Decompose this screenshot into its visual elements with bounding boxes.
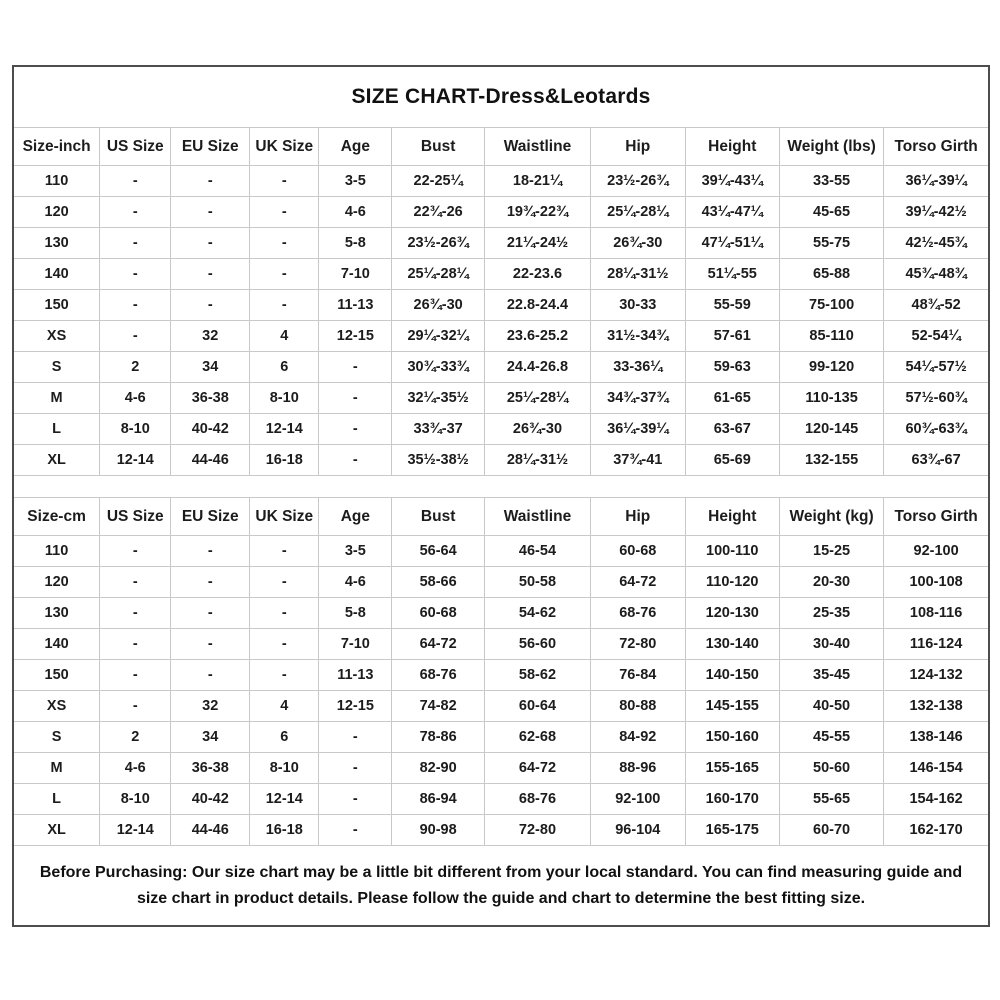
table-row [14, 259, 988, 290]
value-cell: 56-60 [484, 629, 590, 660]
value-cell: 120-145 [779, 414, 883, 445]
value-cell: 63-67 [685, 414, 779, 445]
value-cell: 62-68 [484, 722, 590, 753]
value-cell: 154-162 [884, 784, 988, 815]
value-cell: 28¼-31½ [484, 445, 590, 476]
value-cell: 76-84 [591, 660, 685, 691]
size-label-cell: XL [14, 815, 100, 846]
table-row [14, 598, 988, 629]
table-row [14, 567, 988, 598]
value-cell: 64-72 [484, 753, 590, 784]
value-cell: - [250, 166, 319, 197]
size-label-cell: 120 [14, 197, 100, 228]
size-label-cell: XS [14, 691, 100, 722]
value-cell: 110-135 [779, 383, 883, 414]
value-cell: - [100, 259, 171, 290]
column-header: Hip [591, 498, 685, 536]
value-cell: 22-25¼ [392, 166, 485, 197]
value-cell: - [100, 598, 171, 629]
table-row [14, 784, 988, 815]
value-cell: 25-35 [779, 598, 883, 629]
value-cell: 74-82 [392, 691, 485, 722]
value-cell: 85-110 [779, 321, 883, 352]
value-cell: 20-30 [779, 567, 883, 598]
value-cell: 3-5 [319, 166, 392, 197]
value-cell: 165-175 [685, 815, 779, 846]
value-cell: 11-13 [319, 660, 392, 691]
table-row [14, 660, 988, 691]
column-header: US Size [100, 498, 171, 536]
value-cell: 25¼-28¼ [484, 383, 590, 414]
column-header: EU Size [171, 128, 250, 166]
value-cell: 30-40 [779, 629, 883, 660]
table-row [14, 536, 988, 567]
value-cell: - [100, 290, 171, 321]
value-cell: - [250, 228, 319, 259]
value-cell: 138-146 [884, 722, 988, 753]
value-cell: 30¾-33¾ [392, 352, 485, 383]
value-cell: 26¾-30 [591, 228, 685, 259]
value-cell: 23½-26¾ [392, 228, 485, 259]
size-chart-sheet [12, 65, 990, 927]
value-cell: 86-94 [392, 784, 485, 815]
value-cell: 12-14 [100, 815, 171, 846]
column-header: Height [685, 498, 779, 536]
value-cell: - [100, 166, 171, 197]
value-cell: 72-80 [484, 815, 590, 846]
value-cell: 3-5 [319, 536, 392, 567]
value-cell: 40-50 [779, 691, 883, 722]
column-header: Size-inch [14, 128, 100, 166]
value-cell: 43¼-47¼ [685, 197, 779, 228]
value-cell: - [100, 321, 171, 352]
value-cell: 7-10 [319, 259, 392, 290]
value-cell: 59-63 [685, 352, 779, 383]
value-cell: 34 [171, 352, 250, 383]
value-cell: 110-120 [685, 567, 779, 598]
value-cell: 12-14 [250, 414, 319, 445]
value-cell: - [250, 598, 319, 629]
size-label-cell: S [14, 722, 100, 753]
value-cell: 2 [100, 722, 171, 753]
value-cell: 22.8-24.4 [484, 290, 590, 321]
value-cell: - [100, 629, 171, 660]
value-cell: 4-6 [319, 567, 392, 598]
size-label-cell: XS [14, 321, 100, 352]
value-cell: - [100, 567, 171, 598]
page-title: SIZE CHART-Dress&Leotards [351, 85, 651, 108]
value-cell: - [250, 290, 319, 321]
size-label-cell: 110 [14, 536, 100, 567]
value-cell: - [250, 567, 319, 598]
value-cell: - [100, 691, 171, 722]
size-label-cell: 110 [14, 166, 100, 197]
value-cell: 162-170 [884, 815, 988, 846]
table-row [14, 753, 988, 784]
value-cell: 60-68 [392, 598, 485, 629]
value-cell: 25¼-28¼ [591, 197, 685, 228]
value-cell: 116-124 [884, 629, 988, 660]
column-header: Torso Girth [884, 498, 988, 536]
value-cell: 30-33 [591, 290, 685, 321]
value-cell: 132-138 [884, 691, 988, 722]
value-cell: 99-120 [779, 352, 883, 383]
table-row [14, 352, 988, 383]
value-cell: 8-10 [100, 784, 171, 815]
value-cell: 26¾-30 [484, 414, 590, 445]
size-table-inch [14, 127, 988, 476]
value-cell: - [100, 228, 171, 259]
value-cell: - [319, 445, 392, 476]
value-cell: 40-42 [171, 414, 250, 445]
value-cell: 88-96 [591, 753, 685, 784]
size-label-cell: 130 [14, 598, 100, 629]
value-cell: 54¼-57½ [884, 352, 988, 383]
value-cell: 150-160 [685, 722, 779, 753]
value-cell: 140-150 [685, 660, 779, 691]
value-cell: - [100, 197, 171, 228]
column-header: Weight (lbs) [779, 128, 883, 166]
value-cell: 100-108 [884, 567, 988, 598]
value-cell: 29¼-32¼ [392, 321, 485, 352]
value-cell: 146-154 [884, 753, 988, 784]
value-cell: 57-61 [685, 321, 779, 352]
column-header: Waistline [484, 128, 590, 166]
value-cell: 120-130 [685, 598, 779, 629]
value-cell: - [319, 722, 392, 753]
value-cell: 84-92 [591, 722, 685, 753]
value-cell: 34¾-37¾ [591, 383, 685, 414]
value-cell: - [171, 259, 250, 290]
value-cell: 44-46 [171, 445, 250, 476]
value-cell: 6 [250, 352, 319, 383]
value-cell: 145-155 [685, 691, 779, 722]
value-cell: - [250, 259, 319, 290]
column-header: Age [319, 128, 392, 166]
table-row [14, 228, 988, 259]
value-cell: - [250, 197, 319, 228]
table-row [14, 290, 988, 321]
value-cell: 26¾-30 [392, 290, 485, 321]
value-cell: 37¾-41 [591, 445, 685, 476]
value-cell: 15-25 [779, 536, 883, 567]
purchase-note: Before Purchasing: Our size chart may be a little bit different from your local standard. You can find measuring guide and size chart in product details. Please follow the guide and chart to determine the best fitting size. [39, 864, 963, 908]
column-header: Height [685, 128, 779, 166]
value-cell: 23.6-25.2 [484, 321, 590, 352]
value-cell: 155-165 [685, 753, 779, 784]
value-cell: 55-59 [685, 290, 779, 321]
column-header: Age [319, 498, 392, 536]
value-cell: 130-140 [685, 629, 779, 660]
value-cell: 21¼-24½ [484, 228, 590, 259]
value-cell: - [171, 598, 250, 629]
value-cell: 46-54 [484, 536, 590, 567]
table-row [14, 445, 988, 476]
column-header: Hip [591, 128, 685, 166]
value-cell: 64-72 [392, 629, 485, 660]
value-cell: - [171, 567, 250, 598]
value-cell: - [171, 629, 250, 660]
value-cell: 75-100 [779, 290, 883, 321]
value-cell: 72-80 [591, 629, 685, 660]
value-cell: 4 [250, 321, 319, 352]
value-cell: - [100, 536, 171, 567]
value-cell: 8-10 [250, 753, 319, 784]
value-cell: 132-155 [779, 445, 883, 476]
size-label-cell: 130 [14, 228, 100, 259]
value-cell: 39¼-43¼ [685, 166, 779, 197]
size-label-cell: L [14, 784, 100, 815]
column-header: UK Size [250, 498, 319, 536]
value-cell: 22¾-26 [392, 197, 485, 228]
value-cell: 61-65 [685, 383, 779, 414]
value-cell: 60-64 [484, 691, 590, 722]
value-cell: 33-55 [779, 166, 883, 197]
value-cell: 54-62 [484, 598, 590, 629]
value-cell: 12-14 [100, 445, 171, 476]
value-cell: 8-10 [250, 383, 319, 414]
value-cell: 5-8 [319, 228, 392, 259]
value-cell: 56-64 [392, 536, 485, 567]
value-cell: 12-14 [250, 784, 319, 815]
value-cell: 47¼-51¼ [685, 228, 779, 259]
value-cell: 16-18 [250, 445, 319, 476]
value-cell: 18-21¼ [484, 166, 590, 197]
value-cell: 4 [250, 691, 319, 722]
value-cell: 55-65 [779, 784, 883, 815]
value-cell: 60-70 [779, 815, 883, 846]
value-cell: 33¾-37 [392, 414, 485, 445]
value-cell: 58-66 [392, 567, 485, 598]
value-cell: 24.4-26.8 [484, 352, 590, 383]
column-header: Size-cm [14, 498, 100, 536]
value-cell: 50-60 [779, 753, 883, 784]
value-cell: 44-46 [171, 815, 250, 846]
value-cell: 8-10 [100, 414, 171, 445]
value-cell: 25¼-28¼ [392, 259, 485, 290]
value-cell: 4-6 [319, 197, 392, 228]
value-cell: 64-72 [591, 567, 685, 598]
value-cell: 68-76 [484, 784, 590, 815]
value-cell: 55-75 [779, 228, 883, 259]
header-row [14, 128, 988, 166]
column-header: UK Size [250, 128, 319, 166]
column-header: Torso Girth [884, 128, 988, 166]
size-label-cell: 140 [14, 629, 100, 660]
value-cell: - [171, 228, 250, 259]
value-cell: 7-10 [319, 629, 392, 660]
value-cell: 11-13 [319, 290, 392, 321]
header-row [14, 498, 988, 536]
value-cell: 68-76 [591, 598, 685, 629]
value-cell: 82-90 [392, 753, 485, 784]
value-cell: 65-88 [779, 259, 883, 290]
value-cell: 45¾-48¾ [884, 259, 988, 290]
value-cell: 160-170 [685, 784, 779, 815]
value-cell: 23½-26¾ [591, 166, 685, 197]
value-cell: 32 [171, 691, 250, 722]
value-cell: 36-38 [171, 753, 250, 784]
value-cell: - [319, 784, 392, 815]
value-cell: 42½-45¾ [884, 228, 988, 259]
value-cell: 58-62 [484, 660, 590, 691]
column-header: Waistline [484, 498, 590, 536]
value-cell: 34 [171, 722, 250, 753]
size-label-cell: 140 [14, 259, 100, 290]
size-label-cell: M [14, 383, 100, 414]
size-label-cell: 150 [14, 290, 100, 321]
value-cell: - [319, 815, 392, 846]
value-cell: - [250, 536, 319, 567]
value-cell: - [171, 166, 250, 197]
value-cell: 80-88 [591, 691, 685, 722]
value-cell: 22-23.6 [484, 259, 590, 290]
value-cell: 28¼-31½ [591, 259, 685, 290]
table-row [14, 166, 988, 197]
value-cell: - [171, 290, 250, 321]
value-cell: 4-6 [100, 383, 171, 414]
value-cell: 35½-38½ [392, 445, 485, 476]
value-cell: - [171, 536, 250, 567]
value-cell: 108-116 [884, 598, 988, 629]
column-header: Bust [392, 128, 485, 166]
value-cell: 40-42 [171, 784, 250, 815]
value-cell: 45-55 [779, 722, 883, 753]
value-cell: 45-65 [779, 197, 883, 228]
value-cell: 51¼-55 [685, 259, 779, 290]
value-cell: - [319, 753, 392, 784]
table-row [14, 197, 988, 228]
value-cell: 100-110 [685, 536, 779, 567]
column-header: EU Size [171, 498, 250, 536]
table-row [14, 383, 988, 414]
value-cell: 19¾-22¾ [484, 197, 590, 228]
size-label-cell: L [14, 414, 100, 445]
table-row [14, 414, 988, 445]
value-cell: 39¼-42½ [884, 197, 988, 228]
table-row [14, 691, 988, 722]
value-cell: - [171, 197, 250, 228]
value-cell: 2 [100, 352, 171, 383]
value-cell: 32¼-35½ [392, 383, 485, 414]
table-row [14, 321, 988, 352]
value-cell: - [250, 660, 319, 691]
value-cell: 92-100 [884, 536, 988, 567]
table-gap [14, 476, 988, 497]
value-cell: 4-6 [100, 753, 171, 784]
column-header: Bust [392, 498, 485, 536]
value-cell: - [319, 352, 392, 383]
value-cell: 60¾-63¾ [884, 414, 988, 445]
value-cell: 57½-60¾ [884, 383, 988, 414]
value-cell: 6 [250, 722, 319, 753]
value-cell: 124-132 [884, 660, 988, 691]
value-cell: 36-38 [171, 383, 250, 414]
value-cell: - [250, 629, 319, 660]
value-cell: 63¾-67 [884, 445, 988, 476]
size-label-cell: XL [14, 445, 100, 476]
size-label-cell: S [14, 352, 100, 383]
value-cell: 78-86 [392, 722, 485, 753]
table-row [14, 629, 988, 660]
value-cell: 16-18 [250, 815, 319, 846]
value-cell: 32 [171, 321, 250, 352]
size-label-cell: M [14, 753, 100, 784]
size-label-cell: 150 [14, 660, 100, 691]
value-cell: 36¼-39¼ [884, 166, 988, 197]
table-row [14, 815, 988, 846]
value-cell: 90-98 [392, 815, 485, 846]
value-cell: 92-100 [591, 784, 685, 815]
value-cell: 31½-34¾ [591, 321, 685, 352]
table-row [14, 722, 988, 753]
value-cell: 52-54¼ [884, 321, 988, 352]
value-cell: 68-76 [392, 660, 485, 691]
value-cell: - [171, 660, 250, 691]
value-cell: 36¼-39¼ [591, 414, 685, 445]
value-cell: 60-68 [591, 536, 685, 567]
size-label-cell: 120 [14, 567, 100, 598]
value-cell: 65-69 [685, 445, 779, 476]
value-cell: 96-104 [591, 815, 685, 846]
value-cell: 48¾-52 [884, 290, 988, 321]
value-cell: 5-8 [319, 598, 392, 629]
value-cell: - [319, 414, 392, 445]
value-cell: 33-36¼ [591, 352, 685, 383]
size-table-cm [14, 497, 988, 846]
value-cell: 50-58 [484, 567, 590, 598]
value-cell: - [100, 660, 171, 691]
column-header: Weight (kg) [779, 498, 883, 536]
value-cell: 12-15 [319, 321, 392, 352]
value-cell: - [319, 383, 392, 414]
column-header: US Size [100, 128, 171, 166]
value-cell: 35-45 [779, 660, 883, 691]
value-cell: 12-15 [319, 691, 392, 722]
